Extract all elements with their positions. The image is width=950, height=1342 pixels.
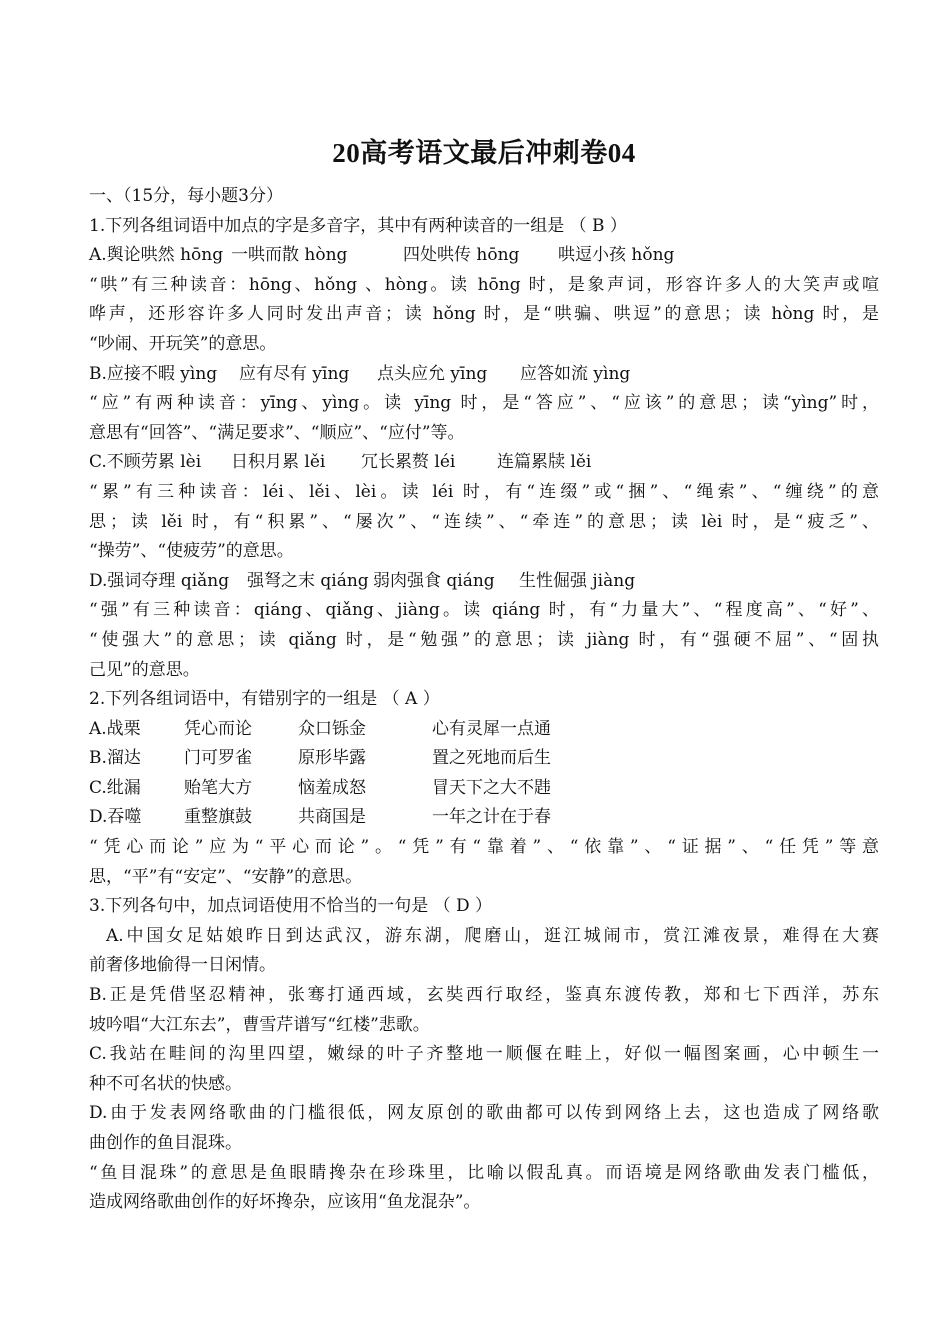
option-term: 心有灵犀一点通 xyxy=(432,718,551,739)
option-term: 一年之计在于春 xyxy=(432,807,551,828)
explanation-line: “凭心而论”应为“平心而论”。“凭”有“靠着”、“依靠”、“证据”、“任凭”等意 xyxy=(89,837,879,858)
option-term: 冒天下之大不韪 xyxy=(432,777,551,798)
option-term: C.不顾劳累 lèi xyxy=(89,452,202,473)
question-2-option-a xyxy=(89,715,879,745)
explanation-line: 思，“平”有“安定”、“安静”的意思。 xyxy=(89,866,363,887)
option-term: 恼羞成怒 xyxy=(298,777,366,798)
option-term: 点头应允 yīng xyxy=(377,363,488,384)
option-term: 冗长累赘 léi xyxy=(361,452,456,473)
question-3-option-d: D.由于发表网络歌曲的门槛很低，网友原创的歌曲都可以传到网络上去，这也造成了网络歌 xyxy=(89,1103,879,1124)
explanation-line: 哗声，还形容许多人同时发出声音；读 hǒng 时，是“哄骗、哄逗”的意思；读 hòng 时，是 xyxy=(89,304,879,325)
option-term: C.纰漏 xyxy=(89,777,141,798)
question-3-option-a: A.中国女足姑娘昨日到达武汉，游东湖，爬磨山，逛江城闹市，赏江滩夜景，难得在大赛 xyxy=(106,925,879,946)
question-3-option-a-cont: 前奢侈地偷得一日闲情。 xyxy=(89,955,276,976)
option-term: 四处哄传 hōng xyxy=(403,245,520,266)
option-term: 生性倔强 jiàng xyxy=(519,570,636,591)
question-1-option-a xyxy=(89,241,879,271)
option-term: 弱肉强食 qiáng xyxy=(373,570,495,591)
question-1-option-c xyxy=(89,448,879,478)
option-term: 一哄而散 hòng xyxy=(231,245,348,266)
option-term: 门可罗雀 xyxy=(184,748,252,769)
option-term: 凭心而论 xyxy=(184,718,252,739)
explanation-line: “哄”有三种读音：hōng、hǒng 、hòng。读 hōng 时，是象声词，形容许多人的大笑声或喧 xyxy=(89,274,879,295)
question-2-option-b xyxy=(89,744,879,774)
explanation-line: “鱼目混珠”的意思是鱼眼睛搀杂在珍珠里，比喻以假乱真。而语境是网络歌曲发表门槛低， xyxy=(89,1162,879,1183)
option-term: 置之死地而后生 xyxy=(432,748,551,769)
option-term: 重整旗鼓 xyxy=(184,807,252,828)
question-1-option-d xyxy=(89,567,879,597)
question-2-option-d xyxy=(89,803,879,833)
option-term: 应有尽有 yīng xyxy=(239,363,350,384)
option-term: A.舆论哄然 hōng xyxy=(89,245,224,266)
explanation-line: “使强大”的意思；读 qiǎng 时，是“勉强”的意思；读 jiàng 时，有“强硬不屈”、“固执 xyxy=(89,629,879,650)
option-term: 共商国是 xyxy=(298,807,366,828)
option-term: B.溜达 xyxy=(89,748,141,769)
question-1-stem: 1.下列各组词语中加点的字是多音字，其中有两种读音的一组是 （ B ） xyxy=(89,215,627,236)
document-page xyxy=(89,138,879,1218)
option-term: 众口铄金 xyxy=(298,718,366,739)
question-2-option-c xyxy=(89,774,879,804)
option-term: D.强词夺理 qiǎng xyxy=(89,570,230,591)
question-3-option-b-cont: 坡吟唱“大江东去”，曹雪芹谱写“红楼”悲歌。 xyxy=(89,1014,430,1035)
explanation-line: “吵闹、开玩笑”的意思。 xyxy=(89,333,277,354)
explanation-line: 思；读 lěi 时，有“积累”、“屡次”、“连续”、“牵连”的意思；读 lèi 时，是“疲乏”、 xyxy=(89,511,879,532)
option-term: 日积月累 lěi xyxy=(231,452,326,473)
option-term: B.应接不暇 yìng xyxy=(89,363,218,384)
option-term: 应答如流 yìng xyxy=(520,363,631,384)
explanation-line: “累”有三种读音：léi、lěi、lèi。读 léi 时，有“连缀”或“捆”、“绳索”、“缠绕”的意 xyxy=(89,481,879,502)
option-term: A.战栗 xyxy=(89,718,141,739)
explanation-line: 意思有“回答”、“满足要求”、“顺应”、“应付”等。 xyxy=(89,422,465,443)
question-3-stem: 3.下列各句中，加点词语使用不恰当的一句是 （ D ） xyxy=(89,896,493,917)
explanation-line: 己见”的意思。 xyxy=(89,659,200,680)
option-term: 原形毕露 xyxy=(298,748,366,769)
question-3-option-b: B.正是凭借坚忍精神，张骞打通西域，玄奘西行取经，鉴真东渡传教，郑和七下西洋，苏东 xyxy=(89,985,879,1006)
option-term: 强弩之末 qiáng xyxy=(247,570,369,591)
explanation-line: “强”有三种读音：qiáng、qiǎng、jiàng。读 qiáng 时，有“力量大”、“程度高”、“好”、 xyxy=(89,600,879,621)
option-term: 贻笔大方 xyxy=(184,777,252,798)
option-term: 连篇累牍 lěi xyxy=(497,452,592,473)
question-1-option-b xyxy=(89,360,879,390)
explanation-line: “操劳”、“使疲劳”的意思。 xyxy=(89,541,294,562)
question-3-option-d-cont: 曲创作的鱼目混珠。 xyxy=(89,1133,242,1153)
question-3-option-c-cont: 种不可名状的快感。 xyxy=(89,1073,242,1094)
explanation-line: “应”有两种读音：yīng、yìng。读 yīng 时，是“答应”、“应该”的意思；读“yìng”时， xyxy=(89,393,879,414)
page-title: 20高考语文最后冲刺卷04 xyxy=(332,138,636,168)
section-header: 一、（15分，每小题3分） xyxy=(89,186,283,206)
question-3-option-c: C.我站在畦间的沟里四望，嫩绿的叶子齐整地一顺偃在畦上，好似一幅图案画，心中顿生一 xyxy=(89,1044,879,1065)
question-2-stem: 2.下列各组词语中，有错别字的一组是 （ A ） xyxy=(89,689,440,710)
option-term: 哄逗小孩 hǒng xyxy=(558,245,675,266)
explanation-line: 造成网络歌曲创作的好坏搀杂，应该用“鱼龙混杂”。 xyxy=(89,1192,481,1213)
option-term: D.吞噬 xyxy=(89,807,142,828)
